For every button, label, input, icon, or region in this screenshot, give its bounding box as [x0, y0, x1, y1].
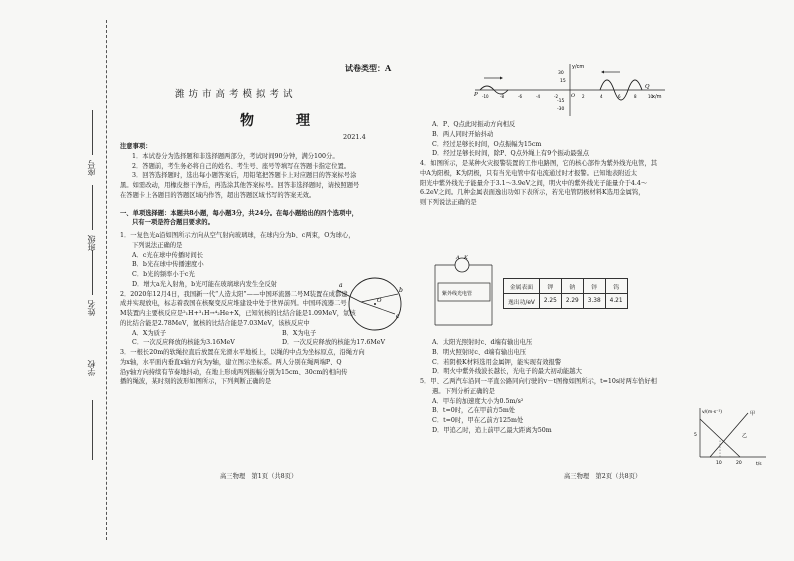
x-tick: -4: [536, 94, 540, 99]
notes-title: 注意事项：: [120, 143, 152, 150]
label-c: c: [396, 313, 400, 320]
q5-vt-graph: [690, 405, 770, 467]
section-title: 一、单项选择题：本题共8小题，每小题3分，共24分。在每小题给出的四个选项中，: [120, 209, 358, 217]
q3-stem: 播的绳波，某时刻的波形如图所示，下列判断正确的是: [120, 378, 272, 386]
phototube-label: 紫外线光电管: [442, 291, 473, 297]
center-point: [374, 303, 376, 305]
exam-date: 2021.4: [343, 133, 366, 141]
label-k: K: [464, 255, 468, 261]
v-unit: v/(m·s⁻¹): [702, 410, 723, 415]
q4-option-b: B．明火照射时c、d端有输出电压: [432, 348, 527, 356]
table-header: 金属表面: [504, 279, 540, 294]
x-tick: 6: [618, 94, 621, 99]
table-header: 钾: [539, 279, 561, 294]
x-tick: -8: [500, 94, 504, 99]
q1-option-d: D．增大a光入射角，b光可能在玻璃球内发生全反射: [132, 280, 278, 288]
q3-option-c: C．经过足够长时间，O点振幅为15cm: [432, 140, 542, 148]
section-subtitle: 只有一项是符合题目要求的。: [132, 219, 214, 227]
q3-option-b: B．两人同时开始抖动: [432, 130, 494, 138]
q4-stem: 6.2eV之间。几种金属表面逸出功如下表所示，若光电管阴极材料K选用金属钨，: [420, 189, 645, 197]
q1-sphere-figure: [335, 272, 405, 334]
q4-option-d: D．明火中紫外线波长越长，光电子的最大初动能越大: [432, 368, 582, 376]
seat-blank: [92, 110, 93, 155]
x-tick: -10: [482, 94, 489, 99]
x-tick: -6: [518, 94, 522, 99]
x-tick: 2: [582, 94, 585, 99]
label-b: b: [399, 287, 403, 294]
q4-stem: 4．如图所示，是某种火灾报警装置的工作电路图，它的核心部件为紫外线光电管，其: [420, 160, 657, 167]
t-tick: 10: [716, 461, 722, 466]
y-tick: -30: [557, 107, 565, 112]
page-footer-left: 高三物理 第1页（共8页）: [220, 473, 298, 480]
arrow-head-icon: [500, 77, 503, 80]
label-a: a: [339, 282, 343, 289]
table-cell: 4.21: [605, 294, 627, 309]
line-yi: [700, 419, 740, 457]
label-a: A: [456, 255, 460, 261]
table-header: 钠: [561, 279, 583, 294]
q3-option-d: D．经过足够长时间，除P、Q点外绳上有9个振动最强点: [432, 150, 589, 158]
q4-option-c: C．若阴极K材料选用金属钾，能实现有效报警: [432, 358, 562, 366]
q4-option-a: A．太阳光照射时c、d端有输出电压: [432, 339, 533, 346]
table-row: [504, 279, 628, 294]
label-o: O: [377, 298, 382, 304]
q2-option-d: D．一次反应释放的核能为17.6MeV: [282, 339, 386, 347]
v-tick: 5: [694, 433, 697, 438]
q5-option-b: B．t=0时，乙在甲前方5m处: [432, 407, 516, 415]
q1-option-b: B．b光在球中传播速度小: [132, 261, 204, 269]
notes-item: 在答题卡上各题目的答题区域内作答，超出答题区域书写的答案无效。: [120, 191, 316, 199]
seat-label: 座号: [87, 160, 96, 176]
q1-option-c: C．b光的频率小于c光: [132, 271, 195, 278]
q5-stem: 遇。下列分析正确的是: [432, 387, 495, 395]
school-label: 学校: [87, 360, 96, 376]
table-header: 锌: [583, 279, 605, 294]
binding-strip: [0, 0, 120, 561]
q2-stem: 2．2020年12月4日，我国新一代“人造太阳”——中国环流器二号M装置在成都建: [120, 290, 348, 298]
q3-option-a: A．P、Q点此时振动方向相反: [432, 121, 516, 128]
q3-stem: 3．一根长20m的软绳拉直后放置在光滑水平地板上，以绳的中点为坐标原点，沿绳方向: [120, 349, 365, 356]
exam-title: 潍坊市高考模拟考试: [175, 89, 297, 100]
q5-option-d: D．甲追乙时，追上前甲乙最大距离为50m: [432, 426, 552, 434]
name-label: 姓名: [87, 300, 96, 316]
q1-stem: 下列说法正确的是: [132, 241, 183, 249]
q1-option-a: A．c光在球中传播时间长: [132, 251, 204, 259]
table-cell: 2.25: [539, 294, 561, 309]
table-header: 钨: [605, 279, 627, 294]
binding-dashed-line: [106, 20, 107, 540]
q2-option-a: A．X为质子: [132, 329, 167, 337]
q2-stem: 成并实现放电，标志着我国在核聚变反应堆建设中处于世界前列。中国环流器二号: [120, 300, 347, 308]
y-tick: -15: [557, 99, 565, 104]
arrow-head-icon: [601, 71, 604, 74]
table-cell: 3.38: [583, 294, 605, 309]
q4-stem: 则下列说法正确的是: [420, 199, 477, 206]
q5-option-a: A．甲车的加速度大小为0.5m/s²: [432, 397, 524, 405]
table-row-label: 逸出功/eV: [504, 294, 540, 309]
notes-item: 1．本试卷分为选择题和非选择题两部分，考试时间90分钟，满分100分。: [132, 152, 339, 160]
label-yi: 乙: [742, 433, 748, 439]
notes-item: 黑。如需改动，用橡皮擦干净后，再选涂其他答案标号。回答非选择题时，请按照题号: [120, 182, 360, 189]
x-unit: x/m: [652, 94, 662, 100]
q2-option-b: B．X为电子: [282, 329, 317, 337]
q3-wave-figure: [470, 60, 670, 120]
paper-type: 试卷类型：A: [345, 63, 392, 73]
right-column: [420, 120, 770, 208]
q3-stem: 沿y轴方向持续有节奏地抖动，在地上形成两列振幅分别为15cm、30cm的相向传: [120, 368, 348, 376]
class-blank: [92, 185, 93, 230]
notes-item: 2．答题前，考生务必将自己的姓名、考生号、座号等填写在答题卡指定位置。: [132, 162, 351, 170]
class-label: 班级: [87, 235, 96, 251]
q2-option-c: C．一次反应释放的核能为3.16MeV: [132, 339, 235, 347]
label-jia: 甲: [750, 411, 756, 417]
school-blank: [92, 400, 93, 460]
table-cell: 2.29: [561, 294, 583, 309]
q2-options-row: [120, 338, 410, 348]
page-footer-right: 高三物理 第2页（共8页）: [564, 473, 642, 480]
q2-stem: M装置内主要核反应是²₁H+³₁H→⁴₂He+X，已知氘核的比结合能是1.09MeV，氚核: [120, 310, 356, 317]
q4-stem: 中A为阳极，K为阴极，只有当光电管中有电流通过时才报警。已知地表附近太: [420, 169, 638, 177]
t-unit: t/s: [756, 462, 762, 467]
x-tick: 8: [634, 94, 637, 99]
q2-stem: 的比结合能是2.78MeV，氦核的比结合能是7.03MeV，该核反应中: [120, 319, 310, 327]
notes-item: 3．回答选择题时，选出每小题答案后，用铅笔把答题卡上对应题目的答案标号涂: [132, 172, 357, 180]
t-tick: 20: [736, 461, 742, 466]
y-tick: 30: [558, 71, 564, 76]
label-q: Q: [645, 84, 650, 90]
q4-stem: 阳光中紫外线光子能量介于3.1～3.9eV之间，明火中的紫外线光子能量介于4.4～: [420, 179, 648, 187]
label-p: P: [474, 92, 478, 98]
x-tick: 4: [600, 94, 603, 99]
q5-stem: 5．甲、乙两汽车沿同一平直公路同向行驶的v－t图像如图所示，t=10s时两车恰好相: [420, 378, 657, 385]
subject-title: 物 理: [240, 113, 324, 129]
x-tick: -2: [554, 94, 558, 99]
q3-stem: 为x轴，水平面内垂直x轴方向为y轴，建立图示坐标系。两人分别在绳两端P、Q: [120, 358, 342, 366]
q5-option-c: C．t=0时，甲在乙前方125m处: [432, 417, 524, 424]
left-column: [120, 142, 410, 387]
y-unit: y/cm: [572, 64, 585, 70]
q1-stem: 1．一复色光a沿如图所示方向从空气射向玻璃球，在球内分为b、c两束，O为球心，: [120, 232, 355, 239]
work-function-table: [503, 278, 628, 309]
q4-circuit-figure: [430, 255, 500, 335]
table-row: [504, 294, 628, 309]
name-blank: [92, 250, 93, 295]
y-tick: 15: [560, 79, 566, 84]
label-o: O: [571, 93, 576, 99]
x-tick: 10: [648, 94, 654, 99]
